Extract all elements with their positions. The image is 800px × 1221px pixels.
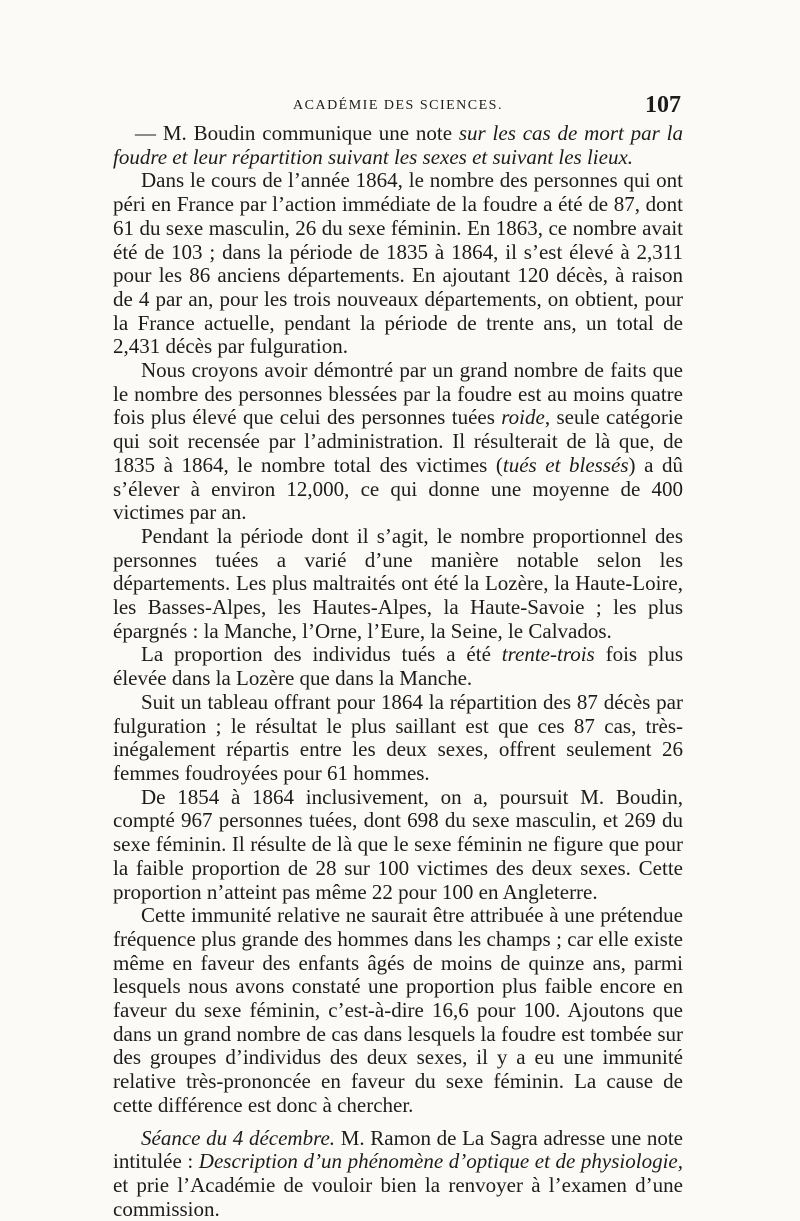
italic-term: tués et blessés — [502, 452, 629, 477]
text-run: M. Ramon de La Sagra adresse une note intitulée : — [113, 1125, 683, 1174]
note-title: sur les cas de mort par la foudre et leur répartition suivant les sexes et suivant les lieux. — [113, 121, 683, 169]
text-run: Nous croyons avoir démontré par un grand nombre de faits que le nombre des personnes blessées par la foudre est au moins quatre fois plus élevé que celui des personnes tuées — [113, 358, 683, 430]
running-head — [113, 92, 683, 122]
italic-term: roide — [501, 405, 545, 430]
paragraph-boudin-note — [113, 122, 683, 169]
text-run: — M. Boudin communique une note — [135, 121, 459, 145]
paragraph-seance — [113, 1127, 683, 1221]
session-date: Séance du 4 décembre. — [141, 1125, 336, 1150]
text-run: ) a dû s’élever à environ 12,000, ce qui donne une moyenne de 400 victimes par an. — [113, 452, 683, 525]
page-number: 107 — [645, 92, 681, 118]
paragraph-departments: Pendant la période dont il s’agit, le nombre proportionnel des personnes tuées a varié d’une manière notable selon les départements. Les plus maltraités ont été la Lozère, la Haute-Loire, les Basses-Alpes, les Hautes-Alpes, la Haute-Savoie ; les plus épargnés : la Manche, l’Orne, l’Eure, la Seine, le Calvados. — [113, 523, 683, 643]
running-title: ACADÉMIE DES SCIENCES. — [293, 98, 503, 113]
paragraph-proportion — [113, 643, 683, 690]
note-title: Description d’un phénomène d’optique et de physiologie, — [198, 1149, 683, 1174]
text-run: fois plus élevée dans la Lozère que dans la Manche. — [113, 642, 683, 691]
paragraph-1854-1864: De 1854 à 1864 inclusivement, on a, poursuit M. Boudin, compté 967 personnes tuées, dont 698 du sexe masculin, et 269 du sexe féminin. Il résulte de là que le sexe féminin ne figure que pour la faible proportion de 28 sur 100 victimes des deux sexes. Cette proportion n’atteint pas même 22 pour 100 en Angleterre. — [113, 784, 683, 904]
italic-term: trente-trois — [501, 642, 595, 667]
text-run: La proportion des individus tués a été — [141, 642, 502, 667]
book-page — [113, 92, 683, 1221]
text-run: et prie l’Académie de vouloir bien la renvoyer à l’examen d’une commission. — [113, 1172, 683, 1221]
paragraph-injured-estimate — [113, 359, 683, 525]
paragraph-deaths-1864: Dans le cours de l’année 1864, le nombre des personnes qui ont péri en France par l’action immédiate de la foudre a été de 87, dont 61 du sexe masculin, 26 du sexe féminin. En 1863, ce nombre avait été de 103 ; dans la période de 1835 à 1864, il s’est élevé à 2,311 pour les 86 anciens départements. En ajoutant 120 décès, à raison de 4 par an, pour les trois nouveaux départements, on obtient, pour la France actuelle, pendant la période de trente ans, un total de 2,431 décès par fulguration. — [113, 168, 683, 359]
text-run: , seule catégorie qui soit recensée par l’administration. Il résulterait de là que, de 1835 à 1864, le nombre total des victimes ( — [113, 405, 683, 477]
paragraph-table-1864: Suit un tableau offrant pour 1864 la répartition des 87 décès par fulguration ; le résultat le plus saillant est que ces 87 cas, très-inégalement répartis entre les deux sexes, offrent seulement 26 femmes foudroyées pour 61 hommes. — [113, 689, 683, 785]
paragraph-immunity: Cette immunité relative ne saurait être attribuée à une prétendue fréquence plus grande des hommes dans les champs ; car elle existe même en faveur des enfants âgés de moins de quinze ans, parmi lesquels nous avons constaté une proportion plus faible encore en faveur du sexe féminin, c’est-à-dire 16,6 pour 100. Ajoutons que dans un grand nombre de cas dans lesquels la foudre est tombée sur des groupes d’individus des deux sexes, il y a eu une immunité relative très-prononcée en faveur du sexe féminin. La cause de cette différence est donc à chercher. — [113, 903, 683, 1117]
